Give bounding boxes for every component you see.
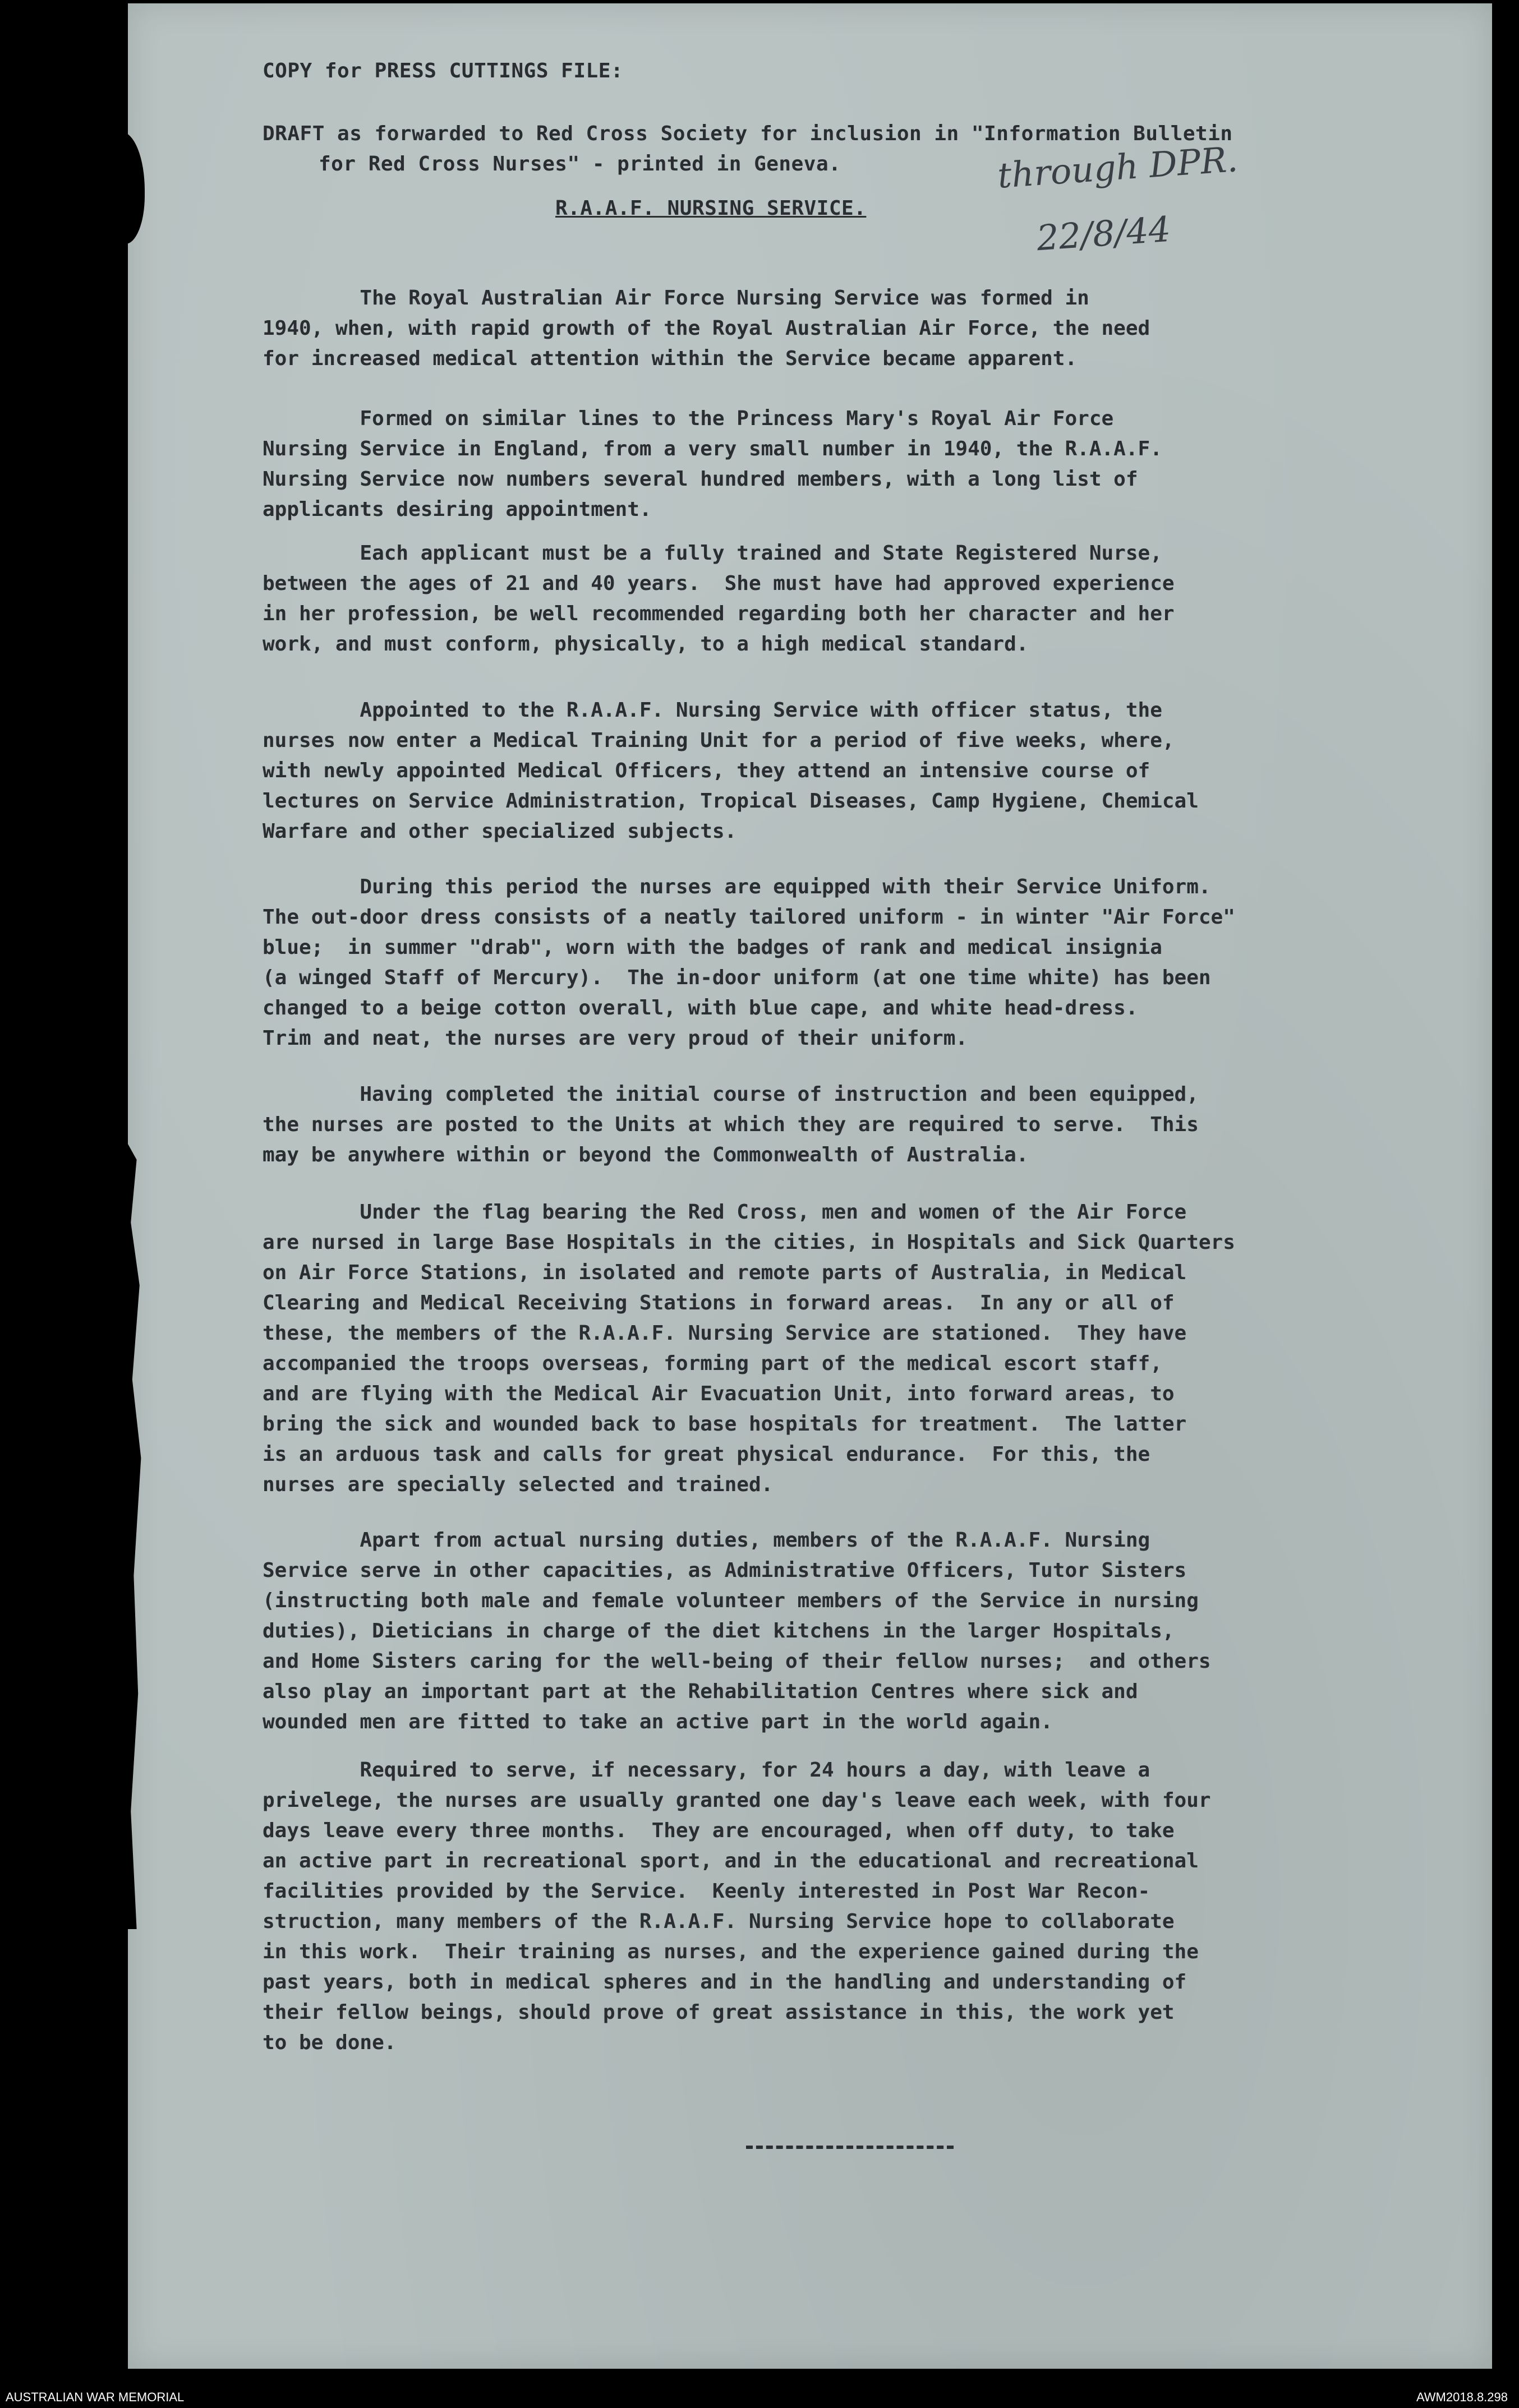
paragraph-line: struction, many members of the R.A.A.F. Nursing Service hope to collaborate <box>263 1910 1175 1933</box>
paragraph <box>263 283 1440 374</box>
paragraph <box>263 1080 1440 1170</box>
paragraph-line: and Home Sisters caring for the well-being of their fellow nurses; and others <box>263 1650 1211 1673</box>
handwritten-date: 22/8/44 <box>1035 208 1172 259</box>
paragraph-line: (instructing both male and female volunteer members of the Service in nursing <box>263 1589 1199 1612</box>
paragraph-line: in this work. Their training as nurses, and the experience gained during the <box>263 1940 1199 1963</box>
paragraph-line: these, the members of the R.A.A.F. Nursing Service are stationed. They have <box>263 1322 1187 1345</box>
paragraph-line: bring the sick and wounded back to base hospitals for treatment. The latter <box>263 1413 1187 1436</box>
paragraph <box>263 1197 1440 1500</box>
paragraph <box>263 695 1440 847</box>
paragraph-line: the nurses are posted to the Units at which they are required to serve. This <box>263 1113 1199 1136</box>
paragraph-line: 1940, when, with rapid growth of the Royal Australian Air Force, the need <box>263 317 1150 340</box>
paragraph-line: lectures on Service Administration, Tropical Diseases, Camp Hygiene, Chemical <box>263 790 1199 813</box>
paragraph-line: days leave every three months. They are encouraged, when off duty, to take <box>263 1819 1175 1842</box>
paragraph-line: Formed on similar lines to the Princess Mary's Royal Air Force <box>263 407 1114 430</box>
paragraph-line: Apart from actual nursing duties, members of the R.A.A.F. Nursing <box>263 1529 1150 1552</box>
paragraph-line: and are flying with the Medical Air Evacuation Unit, into forward areas, to <box>263 1382 1175 1405</box>
paragraph-line: in her profession, be well recommended regarding both her character and her <box>263 602 1175 625</box>
paragraph-line: duties), Dieticians in charge of the diet kitchens in the larger Hospitals, <box>263 1620 1175 1643</box>
paragraph-line: Clearing and Medical Receiving Stations in forward areas. In any or all of <box>263 1291 1175 1314</box>
paragraph-line: Nursing Service in England, from a very small number in 1940, the R.A.A.F. <box>263 437 1162 460</box>
paragraph-line: to be done. <box>263 2031 397 2054</box>
paragraph-line: Warfare and other specialized subjects. <box>263 820 737 843</box>
paragraph-line: work, and must conform, physically, to a high medical standard. <box>263 633 1029 656</box>
paragraph-line: an active part in recreational sport, and in the educational and recreational <box>263 1849 1199 1872</box>
document-title: R.A.A.F. NURSING SERVICE. <box>555 197 867 220</box>
paragraph-line: Required to serve, if necessary, for 24 hours a day, with leave a <box>263 1759 1150 1782</box>
paragraph-line: blue; in summer "drab", worn with the badges of rank and medical insignia <box>263 936 1162 959</box>
paragraph-line: Service serve in other capacities, as Administrative Officers, Tutor Sisters <box>263 1559 1187 1582</box>
paragraph-line: During this period the nurses are equipped with their Service Uniform. <box>263 875 1211 898</box>
paragraph-line: also play an important part at the Rehabilitation Centres where sick and <box>263 1680 1138 1703</box>
handwritten-note: through DPR. <box>996 139 1239 196</box>
paragraph-line: (a winged Staff of Mercury). The in-door uniform (at one time white) has been <box>263 966 1211 989</box>
paragraph-line: Trim and neat, the nurses are very proud of their uniform. <box>263 1027 968 1050</box>
paragraph-line: accompanied the troops overseas, forming part of the medical escort staff, <box>263 1352 1162 1375</box>
paragraph <box>263 1525 1440 1737</box>
paragraph-line: are nursed in large Base Hospitals in the cities, in Hospitals and Sick Quarters <box>263 1231 1235 1254</box>
paragraph-line: with newly appointed Medical Officers, they attend an intensive course of <box>263 759 1150 782</box>
paragraph-line: The Royal Australian Air Force Nursing Service was formed in <box>263 287 1089 310</box>
paragraph-line: Each applicant must be a fully trained and State Registered Nurse, <box>263 542 1162 565</box>
paragraph-line: changed to a beige cotton overall, with blue cape, and white head-dress. <box>263 997 1138 1020</box>
paragraph-line: Appointed to the R.A.A.F. Nursing Service with officer status, the <box>263 699 1162 722</box>
paragraph-line: between the ages of 21 and 40 years. She must have had approved experience <box>263 572 1175 595</box>
footer-accession-number: AWM2018.8.298 <box>1416 2390 1508 2404</box>
paragraph-line: nurses now enter a Medical Training Unit for a period of five weeks, where, <box>263 729 1175 752</box>
paragraph-line: Under the flag bearing the Red Cross, men and women of the Air Force <box>263 1201 1187 1224</box>
copy-header: COPY for PRESS CUTTINGS FILE: <box>263 59 624 82</box>
draft-line-1: DRAFT as forwarded to Red Cross Society for inclusion in "Information Bulletin <box>263 122 1233 145</box>
paragraph-line: privelege, the nurses are usually granted one day's leave each week, with four <box>263 1789 1211 1812</box>
paragraph-line: past years, both in medical spheres and in the handling and understanding of <box>263 1971 1187 1994</box>
end-divider <box>746 2146 954 2149</box>
paragraph <box>263 1755 1440 2058</box>
paragraph-line: Having completed the initial course of instruction and been equipped, <box>263 1083 1199 1106</box>
paragraph-line: applicants desiring appointment. <box>263 498 652 521</box>
paragraph-line: The out-door dress consists of a neatly tailored uniform - in winter "Air Force" <box>263 906 1235 929</box>
paragraph-line: facilities provided by the Service. Keenly interested in Post War Recon- <box>263 1880 1150 1903</box>
paragraph-line: nurses are specially selected and trained. <box>263 1473 774 1496</box>
footer-institution: AUSTRALIAN WAR MEMORIAL <box>6 2390 185 2404</box>
paragraph-line: may be anywhere within or beyond the Commonwealth of Australia. <box>263 1143 1029 1166</box>
paragraph <box>263 404 1440 525</box>
paragraph <box>263 538 1440 659</box>
paragraph-line: Nursing Service now numbers several hundred members, with a long list of <box>263 468 1138 491</box>
paragraph <box>263 872 1440 1054</box>
paragraph-line: their fellow beings, should prove of great assistance in this, the work yet <box>263 2001 1175 2024</box>
paragraph-line: for increased medical attention within the Service became apparent. <box>263 347 1078 370</box>
paragraph-line: on Air Force Stations, in isolated and remote parts of Australia, in Medical <box>263 1261 1187 1284</box>
paragraph-line: is an arduous task and calls for great physical endurance. For this, the <box>263 1443 1150 1466</box>
draft-line-2: for Red Cross Nurses" - printed in Geneva. <box>319 153 841 176</box>
paragraph-line: wounded men are fitted to take an active part in the world again. <box>263 1710 1053 1733</box>
